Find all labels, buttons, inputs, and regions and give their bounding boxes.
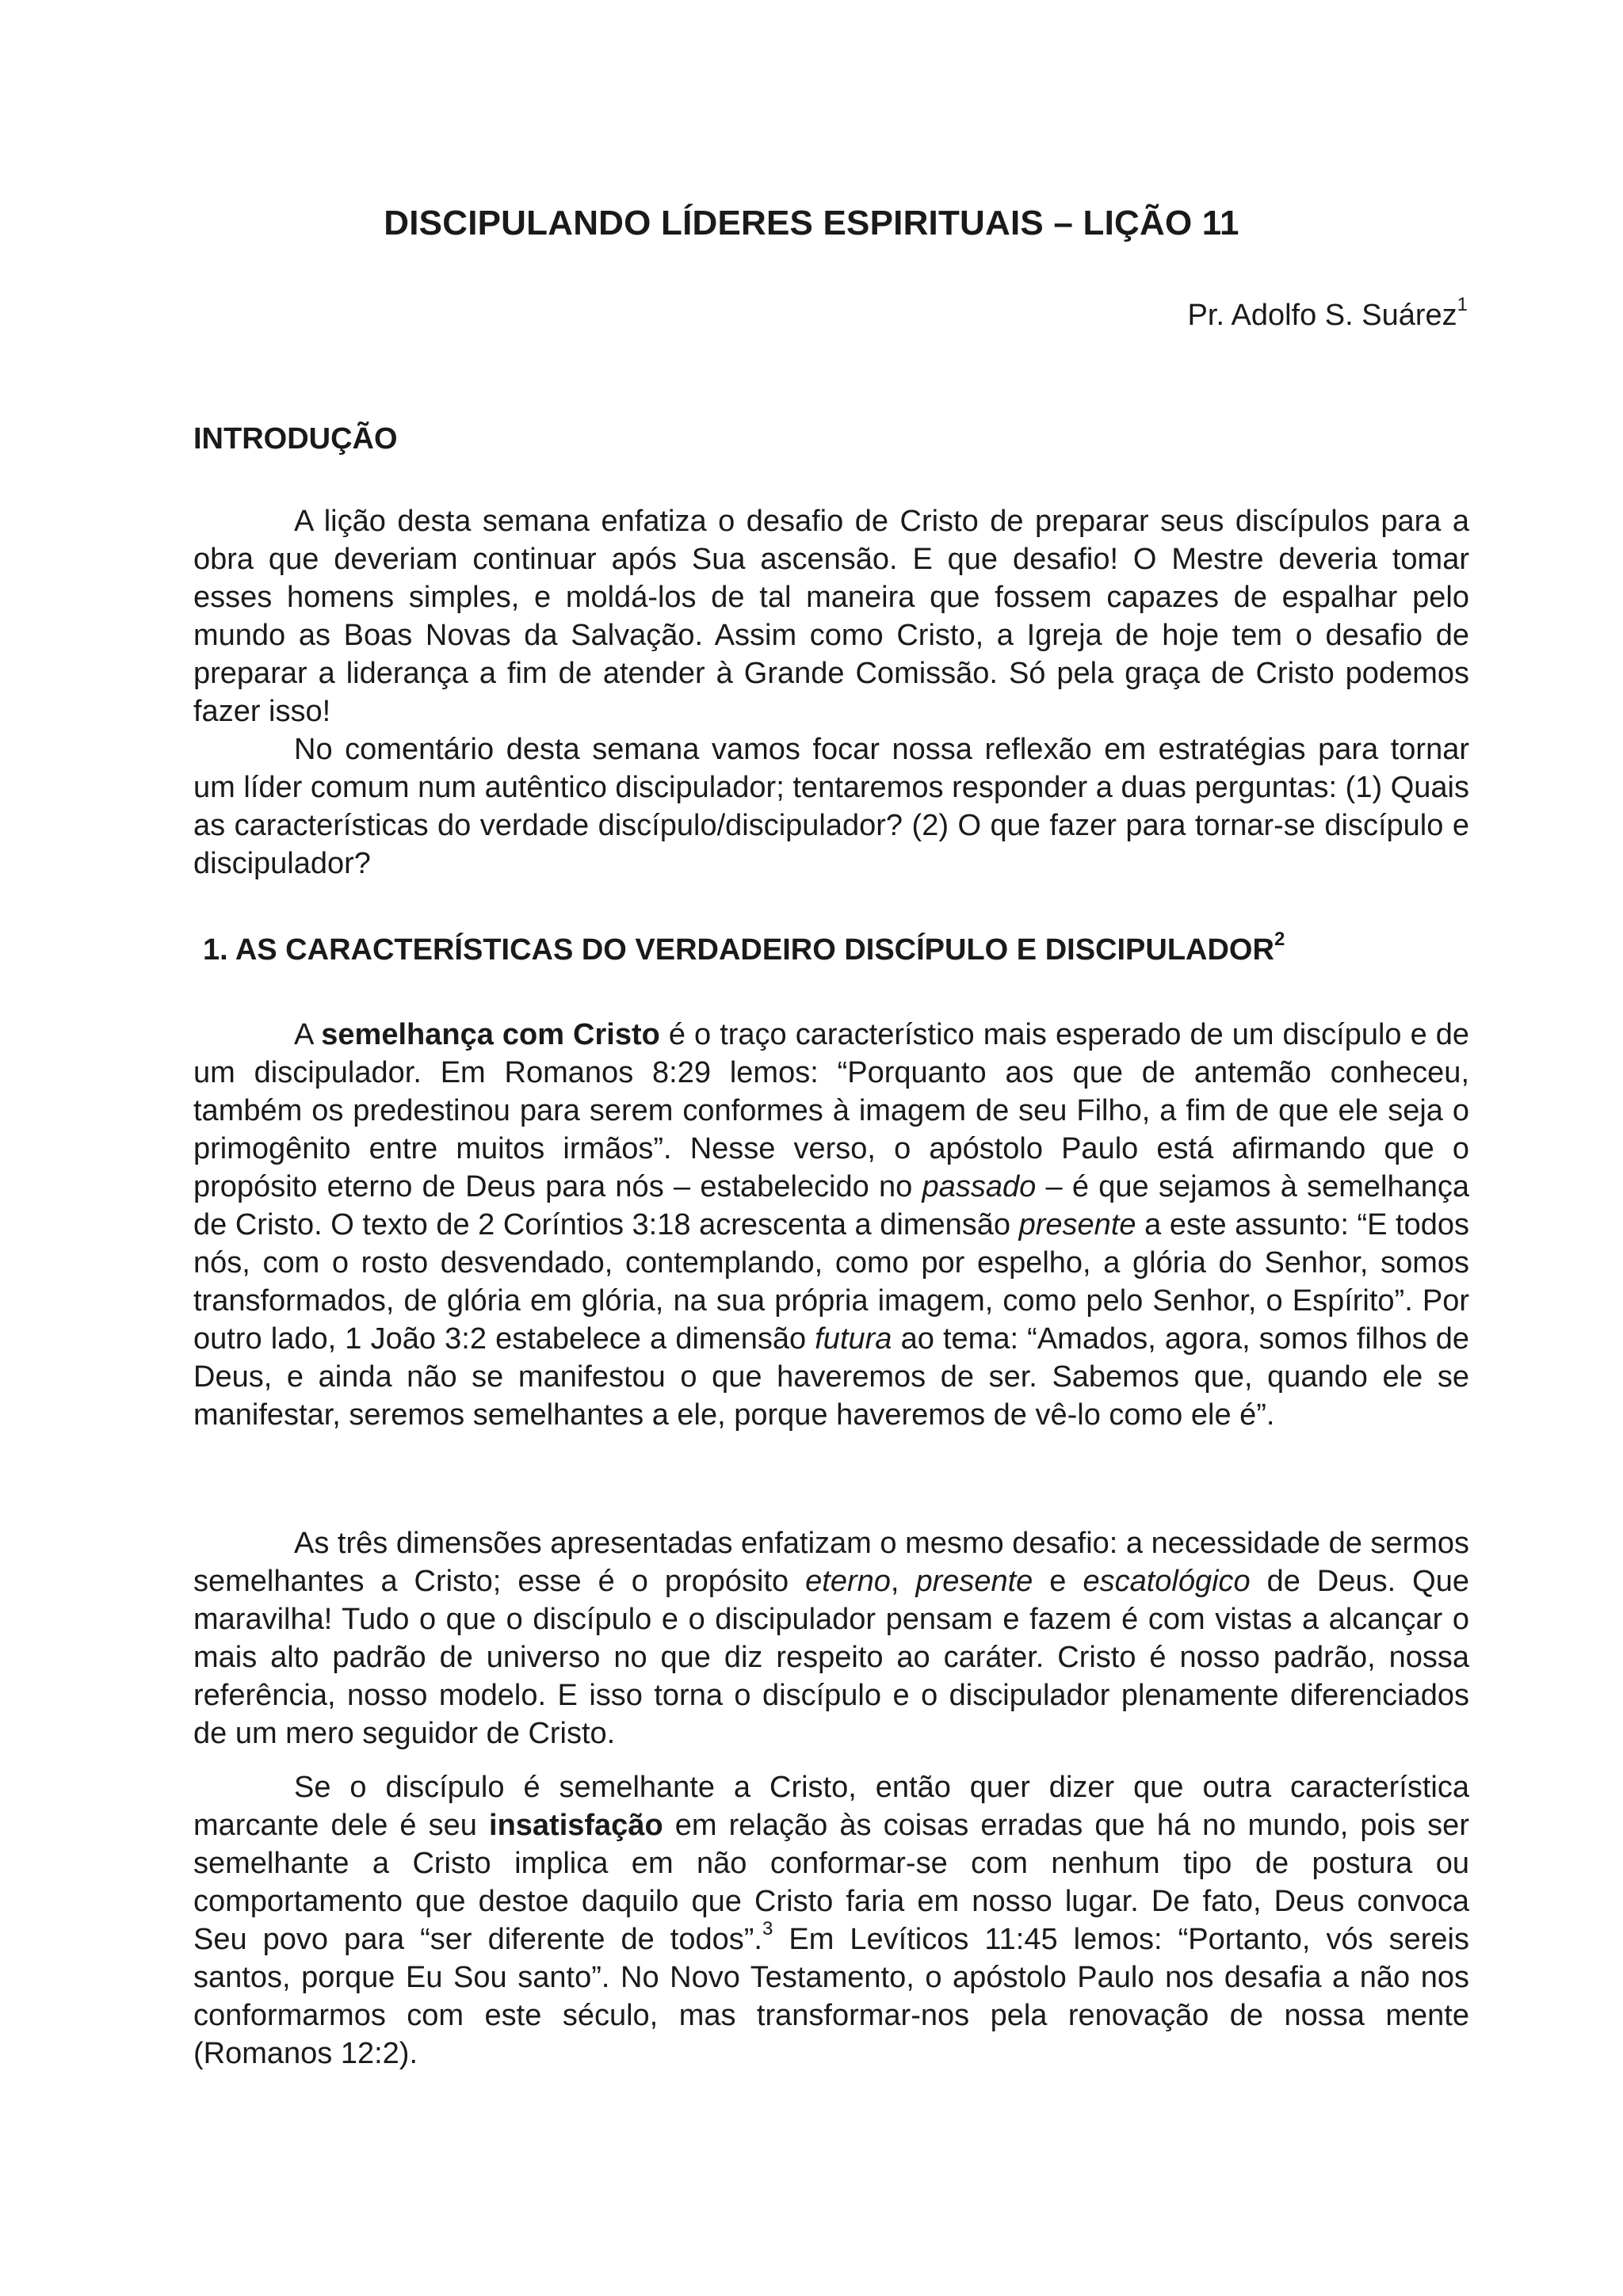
text-run: a este assunto: “E todos nós, com o rosto desvendado, contemplando, como por espelho, a glória do Senhor, somos transformados, de glória em glória, na sua própria imagem, como pelo Senhor, o Espírito”. Por outro lado, 1 João 3:2 estabelece a dimensão bbox=[193, 1208, 1470, 1356]
intro-paragraph-2: No comentário desta semana vamos focar nossa reflexão em estratégias para tornar um líder comum num autêntico discipulador; tentaremos responder a duas perguntas: (1) Quais as características do verdade discípulo/discipulador? (2) O que fazer para tornar-se discípulo e discipulador? bbox=[193, 733, 1469, 880]
text-run: As três dimensões apresentadas enfatizam o mesmo desafio: a necessidade de sermos semelhantes a Cristo; esse é o propósito bbox=[193, 1527, 1469, 1598]
bold-term: insatisfação bbox=[489, 1809, 663, 1842]
text-run: de Deus. Que maravilha! Tudo o que o discípulo e o discipulador pensam e fazem é com vistas a alcançar o mais alto padrão de universo no que diz respeito ao caráter. Cristo é nosso padrão, nossa referência, nosso modelo. E isso torna o discípulo e o discipulador plenamente diferenciados de um mero seguidor de Cristo. bbox=[193, 1565, 1470, 1750]
text-run: e bbox=[1033, 1565, 1083, 1598]
author-name: Pr. Adolfo S. Suárez bbox=[1187, 299, 1457, 332]
section-1-paragraph-3 bbox=[193, 1768, 1469, 2073]
section-1-heading bbox=[203, 931, 1285, 969]
section-1-paragraph-1 bbox=[193, 1016, 1469, 1434]
text-run: Em Levíticos 11:45 lemos: “Portanto, vós sereis santos, porque Eu Sou santo”. No Novo Testamento, o apóstolo Paulo nos desafia a não nos conformarmos com este século, mas transformar-nos pela renovação de nossa mente (Romanos 12:2). bbox=[193, 1923, 1469, 2070]
footnote-marker: 3 bbox=[762, 1918, 773, 1940]
italic-term: presente bbox=[915, 1565, 1033, 1598]
document-title: DISCIPULANDO LÍDERES ESPIRITUAIS – LIÇÃO 11 bbox=[384, 204, 1239, 242]
section-1-heading-text: 1. AS CARACTERÍSTICAS DO VERDADEIRO DISCÍPULO E DISCIPULADOR bbox=[203, 933, 1274, 967]
text-run: – é que sejamos à semelhança de Cristo. O texto de 2 Coríntios 3:18 acrescenta a dimensão bbox=[193, 1170, 1470, 1241]
intro-paragraph-1: A lição desta semana enfatiza o desafio de Cristo de preparar seus discípulos para a obra que deveriam continuar após Sua ascensão. E que desafio! O Mestre deveria tomar esses homens simples, e moldá-los de tal maneira que fossem capazes de espalhar pelo mundo as Boas Novas da Salvação. Assim como Cristo, a Igreja de hoje tem o desafio de preparar a liderança a fim de atender à Grande Comissão. Só pela graça de Cristo podemos fazer isso! bbox=[193, 505, 1469, 728]
footnote-marker: 1 bbox=[1457, 294, 1468, 316]
text-run: ao tema: “Amados, agora, somos filhos de Deus, e ainda não se manifestou o que haveremos de ser. Sabemos que, quando ele se manifestar, seremos semelhantes a ele, porque haveremos de vê-lo como ele é”. bbox=[193, 1322, 1470, 1432]
bold-term: semelhança com Cristo bbox=[321, 1018, 660, 1051]
text-run: , bbox=[890, 1565, 916, 1598]
italic-term: escatológico bbox=[1083, 1565, 1251, 1598]
intro-heading: INTRODUÇÃO bbox=[193, 422, 398, 456]
footnote-marker: 2 bbox=[1274, 929, 1285, 951]
text-run: Se o discípulo é semelhante a Cristo, então quer dizer que outra característica marcante dele é seu bbox=[193, 1771, 1469, 1842]
text-run: em relação às coisas erradas que há no mundo, pois ser semelhante a Cristo implica em não conformar-se com nenhum tipo de postura ou comportamento que destoe daquilo que Cristo faria em nosso lugar. De fato, Deus convoca Seu povo para “ser diferente de todos”. bbox=[193, 1809, 1469, 1956]
italic-term: eterno bbox=[805, 1565, 891, 1598]
italic-term: presente bbox=[1018, 1208, 1136, 1241]
text-run: é o traço característico mais esperado de um discípulo e de um discipulador. Em Romanos 8:29 lemos: “Porquanto aos que de antemão conheceu, também os predestinou para serem conformes à imagem de seu Filho, a fim de que ele seja o primogênito entre muitos irmãos”. Nesse verso, o apóstolo Paulo está afirmando que o propósito eterno de Deus para nós – estabelecido no bbox=[193, 1018, 1469, 1203]
author-line bbox=[1188, 296, 1468, 334]
text-run: A bbox=[294, 1018, 322, 1051]
italic-term: passado bbox=[922, 1170, 1037, 1203]
section-1-paragraph-2 bbox=[193, 1524, 1469, 1753]
italic-term: futura bbox=[815, 1322, 892, 1356]
